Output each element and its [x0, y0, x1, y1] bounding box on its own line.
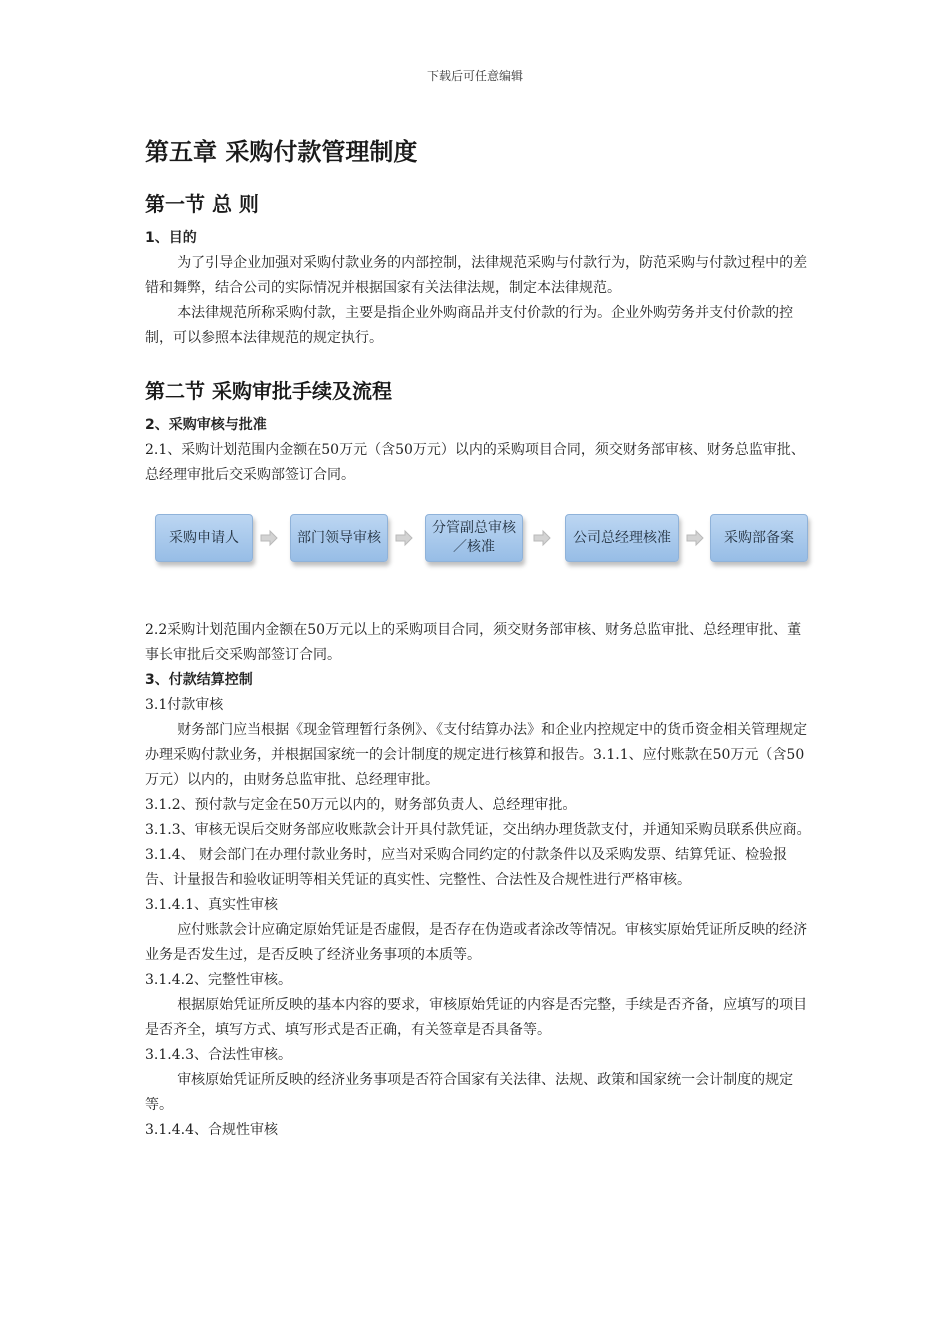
clause-3-1-4-2: 3.1.4.2、完整性审核。 [145, 972, 292, 988]
document-body [145, 132, 815, 1143]
flow-step-general-manager: 公司总经理核准 [565, 514, 679, 562]
clause-3-1-4-1: 3.1.4.1、真实性审核 [145, 897, 278, 913]
clause-3-1-2: 3.1.2、预付款与定金在50万元以内的，财务部负责人、总经理审批。 [145, 797, 577, 813]
section-1-title: 第一节 总 则 [145, 192, 259, 216]
clause-2-2: 2.2采购计划范围内金额在50万元以上的采购项目合同，须交财务部审核、财务总监审批、总经理审批、董事长审批后交采购部签订合同。 [145, 622, 802, 663]
clause-3-1-4-2-body: 根据原始凭证所反映的基本内容的要求，审核原始凭证的内容是否完整，手续是否齐备，应填写的项目是否齐全，填写方式、填写形式是否正确，有关签章是否具备等。 [145, 997, 808, 1038]
purpose-paragraph-2: 本法律规范所称采购付款，主要是指企业外购商品并支付价款的行为。企业外购劳务并支付价款的控制，可以参照本法律规范的规定执行。 [145, 305, 794, 346]
item-3-heading: 3、付款结算控制 [145, 672, 253, 688]
section-2-title: 第二节 采购审批手续及流程 [145, 379, 392, 403]
item-1-heading: 1、目的 [145, 230, 197, 246]
clause-3-1: 3.1付款审核 [145, 697, 224, 713]
header-note: 下载后可任意编辑 [426, 69, 523, 83]
flow-arrow-icon [259, 528, 279, 548]
flow-step-dept-leader: 部门领导审核 [290, 514, 388, 562]
clause-2-1: 2.1、采购计划范围内金额在50万元（含50万元）以内的采购项目合同，须交财务部审核、财务总监审批、总经理审批后交采购部签订合同。 [145, 442, 805, 483]
purpose-paragraph-1: 为了引导企业加强对采购付款业务的内部控制，法律规范采购与付款行为，防范采购与付款过程中的差错和舞弊，结合公司的实际情况并根据国家有关法律法规，制定本法律规范。 [145, 255, 808, 296]
flow-arrow-icon [394, 528, 414, 548]
flow-step-applicant: 采购申请人 [155, 514, 253, 562]
clause-3-1-4-3-body: 审核原始凭证所反映的经济业务事项是否符合国家有关法律、法规、政策和国家统一会计制度的规定等。 [145, 1072, 794, 1113]
flow-arrow-icon [532, 528, 552, 548]
chapter-title: 第五章 采购付款管理制度 [145, 138, 418, 166]
item-2-heading: 2、采购审核与批准 [145, 417, 267, 433]
clause-3-1-4-4: 3.1.4.4、合规性审核 [145, 1122, 278, 1138]
clause-3-1-4-3: 3.1.4.3、合法性审核。 [145, 1047, 292, 1063]
clause-3-1-3: 3.1.3、审核无误后交财务部应收账款会计开具付款凭证，交出纳办理货款支付，并通知采购员联系供应商。 [145, 822, 811, 838]
clause-3-1-4-1-body: 应付账款会计应确定原始凭证是否虚假，是否存在伪造或者涂改等情况。审核实原始凭证所反映的经济业务是否发生过，是否反映了经济业务事项的本质等。 [145, 922, 808, 963]
clause-3-1-body: 财务部门应当根据《现金管理暂行条例》、《支付结算办法》和企业内控规定中的货币资金相关管理规定办理采购付款业务，并根据国家统一的会计制度的规定进行核算和报告。3.1.1、应付账款在50万元（含50万元）以内的，由财务总监审批、总经理审批。 [145, 722, 808, 788]
flow-arrow-icon [685, 528, 705, 548]
approval-flowchart [145, 502, 815, 598]
clause-3-1-4: 3.1.4、 财会部门在办理付款业务时，应当对采购合同约定的付款条件以及采购发票、结算凭证、检验报告、计量报告和验收证明等相关凭证的真实性、完整性、合法性及合规性进行严格审核。 [145, 847, 788, 888]
flow-step-purchasing-dept: 采购部备案 [710, 514, 808, 562]
flow-step-vice-president: 分管副总审核／核准 [425, 514, 523, 562]
